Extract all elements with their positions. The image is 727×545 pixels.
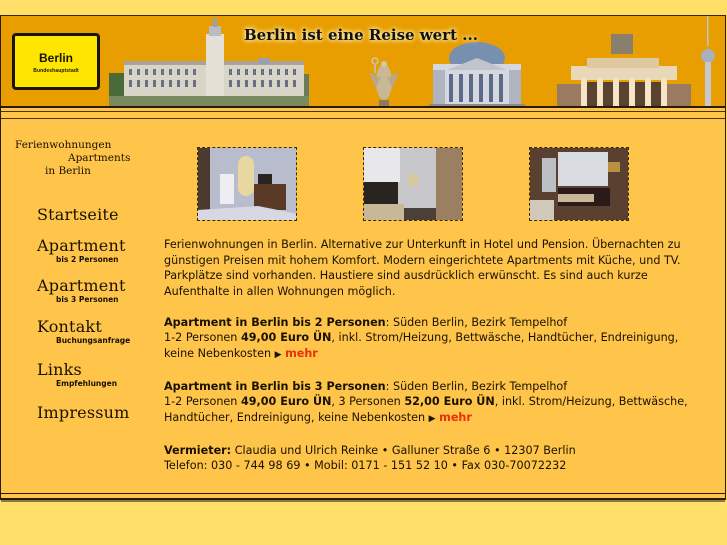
nav-sublabel: bis 2 Personen bbox=[56, 255, 119, 264]
apartment-3-details: , inkl. Strom/Heizung, Bettwäsche, Handtücher, Endreinigung, keine Nebenkosten bbox=[164, 395, 688, 424]
page-frame bbox=[0, 15, 726, 500]
nav-item-apartment-3[interactable] bbox=[37, 277, 126, 304]
nav-item-apartment-2[interactable] bbox=[37, 237, 126, 264]
landlord-phone: Telefon: 030 - 744 98 69 • Mobil: 0171 - 151 52 10 • Fax 030-70072232 bbox=[164, 459, 567, 472]
apartment-2-more-link[interactable]: mehr bbox=[285, 346, 318, 360]
intro-paragraph: Ferienwohnungen in Berlin. Alternative zur Unterkunft in Hotel und Pension. Übernachten zu günstigen Preisen mit hohem Komfort. Modern eingerichtete Apartments mit Küche, und TV. Parkplätze sind vorhanden. Haustiere sind ausdrücklich erwünscht. Es sind auch kurze Aufenthalte in allen Wohnungen möglich. bbox=[164, 238, 681, 298]
apartment-2-persons: 1-2 Personen bbox=[164, 331, 241, 344]
apartment-2-title: Apartment in Berlin bis 2 Personen bbox=[164, 315, 386, 329]
landlord-section bbox=[164, 443, 704, 474]
apartment-photo-2[interactable] bbox=[363, 147, 463, 221]
reichstag-image bbox=[429, 40, 525, 108]
apartment-3-persons-1: 1-2 Personen bbox=[164, 395, 241, 408]
brand-line-3: in Berlin bbox=[45, 165, 91, 177]
footer-divider bbox=[1, 493, 725, 501]
nav-sublabel: bis 3 Personen bbox=[56, 295, 119, 304]
apartment-photo-3[interactable] bbox=[529, 147, 629, 221]
brand-line-2: Apartments bbox=[68, 152, 131, 164]
nav-label: Kontakt bbox=[37, 317, 102, 336]
apartment-3-section bbox=[164, 379, 704, 428]
arrow-right-icon: ▶ bbox=[274, 349, 282, 360]
header-divider bbox=[1, 108, 725, 119]
apartment-3-persons-2: , 3 Personen bbox=[331, 395, 405, 408]
city-sign-title: Berlin bbox=[38, 51, 73, 65]
apartment-photo-1[interactable] bbox=[197, 147, 297, 221]
nav-label: Apartment bbox=[37, 236, 126, 255]
header-banner bbox=[1, 15, 725, 108]
nav-label: Impressum bbox=[37, 403, 130, 422]
landlord-label: Vermieter: bbox=[164, 443, 232, 457]
nav-item-impressum[interactable] bbox=[37, 404, 130, 422]
nav-label: Apartment bbox=[37, 276, 126, 295]
arrow-right-icon: ▶ bbox=[428, 413, 436, 424]
header-slogan: Berlin ist eine Reise wert ... bbox=[244, 26, 478, 44]
city-sign-logo[interactable] bbox=[12, 33, 100, 90]
landlord-address: Claudia und Ulrich Reinke • Galluner Straße 6 • 12307 Berlin bbox=[231, 443, 576, 457]
apartment-2-price: 49,00 Euro ÜN bbox=[240, 331, 332, 344]
apartment-2-location: : Süden Berlin, Bezirk Tempelhof bbox=[385, 315, 568, 329]
nav-sublabel: Buchungsanfrage bbox=[56, 336, 131, 345]
apartment-2-details: , inkl. Strom/Heizung, Bettwäsche, Handtücher, Endreinigung, keine Nebenkosten bbox=[164, 331, 679, 360]
nav-label: Startseite bbox=[37, 205, 119, 224]
nav-item-links[interactable] bbox=[37, 361, 117, 388]
main-content bbox=[164, 237, 704, 489]
photo-gallery bbox=[1, 147, 725, 227]
apartment-3-title: Apartment in Berlin bis 3 Personen bbox=[164, 379, 386, 393]
brand-line-1: Ferienwohnungen bbox=[15, 139, 112, 151]
city-sign-subtitle: Bundeshauptstadt bbox=[33, 68, 79, 74]
tv-tower-image bbox=[698, 16, 718, 108]
nav-label: Links bbox=[37, 360, 82, 379]
apartment-3-price-2: 52,00 Euro ÜN bbox=[404, 395, 495, 408]
brandenburg-gate-image bbox=[557, 34, 691, 108]
apartment-3-location: : Süden Berlin, Bezirk Tempelhof bbox=[385, 379, 568, 393]
apartment-3-price-1: 49,00 Euro ÜN bbox=[240, 395, 332, 408]
apartment-2-section bbox=[164, 315, 704, 364]
victory-column-statue-image bbox=[359, 52, 409, 108]
apartment-3-more-link[interactable]: mehr bbox=[439, 410, 472, 424]
nav-sublabel: Empfehlungen bbox=[56, 379, 118, 388]
nav-item-kontakt[interactable] bbox=[37, 318, 130, 345]
